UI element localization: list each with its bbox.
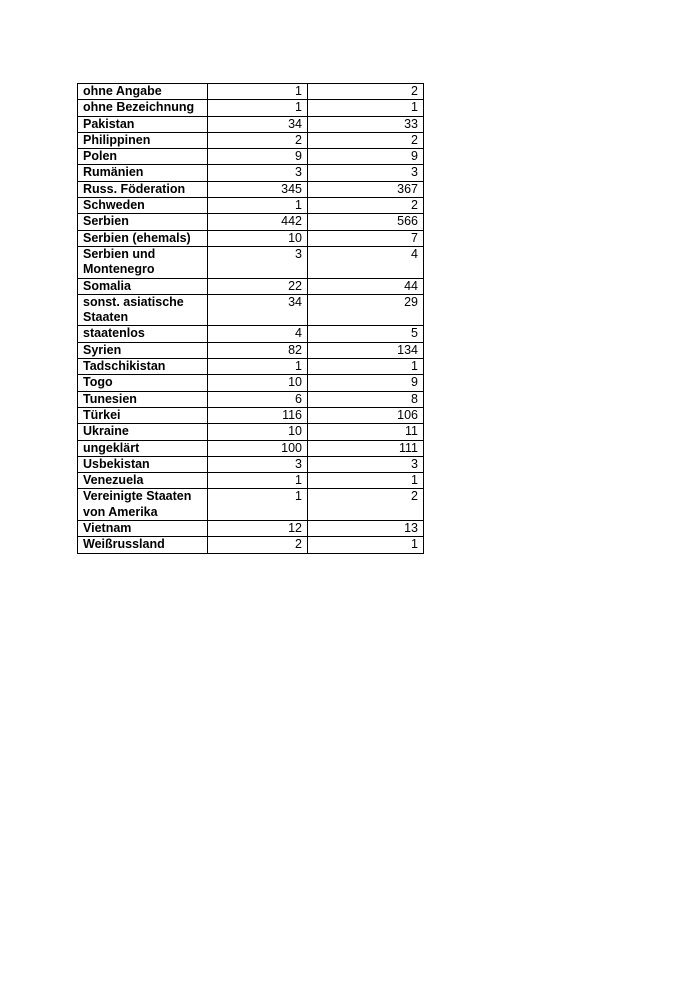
table-row (78, 165, 424, 181)
country-cell: Vietnam (78, 521, 208, 537)
table-row (78, 84, 424, 100)
table-row (78, 230, 424, 246)
value-1-cell: 34 (208, 116, 308, 132)
value-1-cell: 10 (208, 375, 308, 391)
country-cell: Togo (78, 375, 208, 391)
table-row (78, 278, 424, 294)
value-1-cell: 1 (208, 100, 308, 116)
value-2-cell: 111 (308, 440, 424, 456)
value-1-cell: 1 (208, 359, 308, 375)
table-row (78, 181, 424, 197)
value-1-cell: 345 (208, 181, 308, 197)
value-2-cell: 44 (308, 278, 424, 294)
table-row (78, 326, 424, 342)
value-1-cell: 12 (208, 521, 308, 537)
table-row (78, 473, 424, 489)
country-cell: Serbien und Montenegro (78, 246, 208, 278)
country-cell: Rumänien (78, 165, 208, 181)
value-1-cell: 1 (208, 198, 308, 214)
table-row (78, 149, 424, 165)
value-2-cell: 1 (308, 537, 424, 553)
country-cell: Türkei (78, 407, 208, 423)
country-cell: Somalia (78, 278, 208, 294)
country-cell: Philippinen (78, 132, 208, 148)
value-2-cell: 11 (308, 424, 424, 440)
value-1-cell: 1 (208, 489, 308, 521)
value-1-cell: 442 (208, 214, 308, 230)
country-cell: Vereinigte Staaten von Amerika (78, 489, 208, 521)
value-1-cell: 10 (208, 230, 308, 246)
country-cell: Serbien (ehemals) (78, 230, 208, 246)
table-row (78, 246, 424, 278)
table-row (78, 116, 424, 132)
table-row (78, 440, 424, 456)
value-2-cell: 8 (308, 391, 424, 407)
value-2-cell: 33 (308, 116, 424, 132)
country-cell: Pakistan (78, 116, 208, 132)
value-2-cell: 13 (308, 521, 424, 537)
table-body (78, 84, 424, 554)
value-2-cell: 4 (308, 246, 424, 278)
value-1-cell: 6 (208, 391, 308, 407)
country-cell: Tadschikistan (78, 359, 208, 375)
value-1-cell: 2 (208, 537, 308, 553)
table-row (78, 375, 424, 391)
value-1-cell: 10 (208, 424, 308, 440)
table-row (78, 407, 424, 423)
country-cell: Tunesien (78, 391, 208, 407)
value-1-cell: 2 (208, 132, 308, 148)
country-cell: staatenlos (78, 326, 208, 342)
country-cell: Usbekistan (78, 456, 208, 472)
table-row (78, 342, 424, 358)
table-row (78, 537, 424, 553)
value-2-cell: 2 (308, 132, 424, 148)
country-cell: Syrien (78, 342, 208, 358)
table-row (78, 391, 424, 407)
value-2-cell: 2 (308, 84, 424, 100)
value-1-cell: 9 (208, 149, 308, 165)
country-cell: sonst. asiatische Staaten (78, 294, 208, 326)
country-cell: Weißrussland (78, 537, 208, 553)
country-cell: Russ. Föderation (78, 181, 208, 197)
value-2-cell: 5 (308, 326, 424, 342)
table-row (78, 424, 424, 440)
value-2-cell: 134 (308, 342, 424, 358)
value-1-cell: 4 (208, 326, 308, 342)
value-2-cell: 29 (308, 294, 424, 326)
table-row (78, 132, 424, 148)
country-cell: Serbien (78, 214, 208, 230)
value-2-cell: 9 (308, 375, 424, 391)
value-2-cell: 2 (308, 489, 424, 521)
country-cell: ohne Angabe (78, 84, 208, 100)
value-1-cell: 34 (208, 294, 308, 326)
nationality-table (77, 83, 424, 554)
value-1-cell: 3 (208, 246, 308, 278)
table-row (78, 294, 424, 326)
table-row (78, 521, 424, 537)
table-row (78, 359, 424, 375)
table-row (78, 456, 424, 472)
value-2-cell: 1 (308, 359, 424, 375)
table-row (78, 198, 424, 214)
country-cell: Venezuela (78, 473, 208, 489)
value-1-cell: 100 (208, 440, 308, 456)
value-1-cell: 3 (208, 456, 308, 472)
country-cell: Polen (78, 149, 208, 165)
value-2-cell: 7 (308, 230, 424, 246)
value-1-cell: 3 (208, 165, 308, 181)
value-1-cell: 1 (208, 473, 308, 489)
value-1-cell: 1 (208, 84, 308, 100)
value-2-cell: 1 (308, 473, 424, 489)
value-2-cell: 1 (308, 100, 424, 116)
value-2-cell: 566 (308, 214, 424, 230)
value-2-cell: 367 (308, 181, 424, 197)
country-cell: Schweden (78, 198, 208, 214)
table-row (78, 214, 424, 230)
value-2-cell: 2 (308, 198, 424, 214)
country-cell: Ukraine (78, 424, 208, 440)
value-2-cell: 3 (308, 165, 424, 181)
value-1-cell: 116 (208, 407, 308, 423)
value-2-cell: 106 (308, 407, 424, 423)
table-row (78, 489, 424, 521)
value-1-cell: 82 (208, 342, 308, 358)
country-cell: ungeklärt (78, 440, 208, 456)
value-2-cell: 9 (308, 149, 424, 165)
table-row (78, 100, 424, 116)
value-1-cell: 22 (208, 278, 308, 294)
value-2-cell: 3 (308, 456, 424, 472)
country-cell: ohne Bezeichnung (78, 100, 208, 116)
